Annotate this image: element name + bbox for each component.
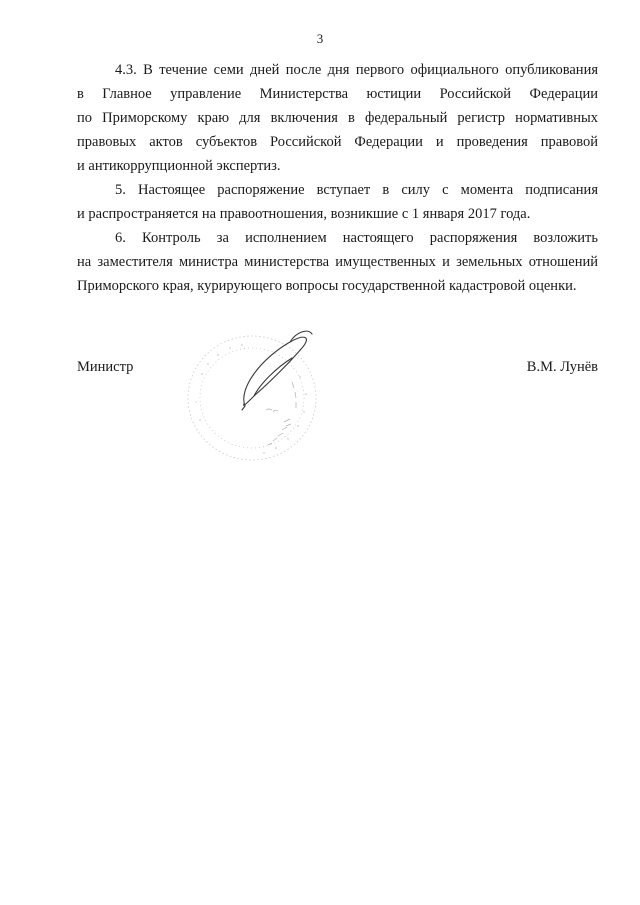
text-line: 5. Настоящее распоряжение вступает в силу с момента подписания <box>115 182 598 198</box>
paragraph-5 <box>77 178 598 226</box>
text-line: в Главное управление Министерства юстиции Российской Федерации <box>77 86 598 102</box>
text-line: Приморского края, курирующего вопросы государственной кадастровой оценки. <box>77 278 577 294</box>
signatory-name: В.М. Лунёв <box>526 359 598 375</box>
paragraph-4-3 <box>77 58 598 178</box>
page-number: 3 <box>316 31 324 46</box>
stamp-lettering <box>266 382 296 445</box>
official-stamp-and-signature <box>172 322 332 470</box>
signatory-position: Министр <box>77 359 134 375</box>
handwritten-signature <box>242 331 312 410</box>
text-line: 4.3. В течение семи дней после дня первого официального опубликования <box>115 62 598 78</box>
text-line: и антикоррупционной экспертиз. <box>77 158 281 174</box>
paragraph-6 <box>77 226 598 298</box>
text-line: на заместителя министра министерства имущественных и земельных отношений <box>77 254 598 270</box>
text-line: 6. Контроль за исполнением настоящего распоряжения возложить <box>115 230 598 246</box>
text-line: и распространяется на правоотношения, возникшие с 1 января 2017 года. <box>77 206 531 222</box>
document-body <box>77 58 598 298</box>
text-line: правовых актов субъектов Российской Федерации и проведения правовой <box>77 134 598 150</box>
text-line: по Приморскому краю для включения в федеральный регистр нормативных <box>77 110 598 126</box>
